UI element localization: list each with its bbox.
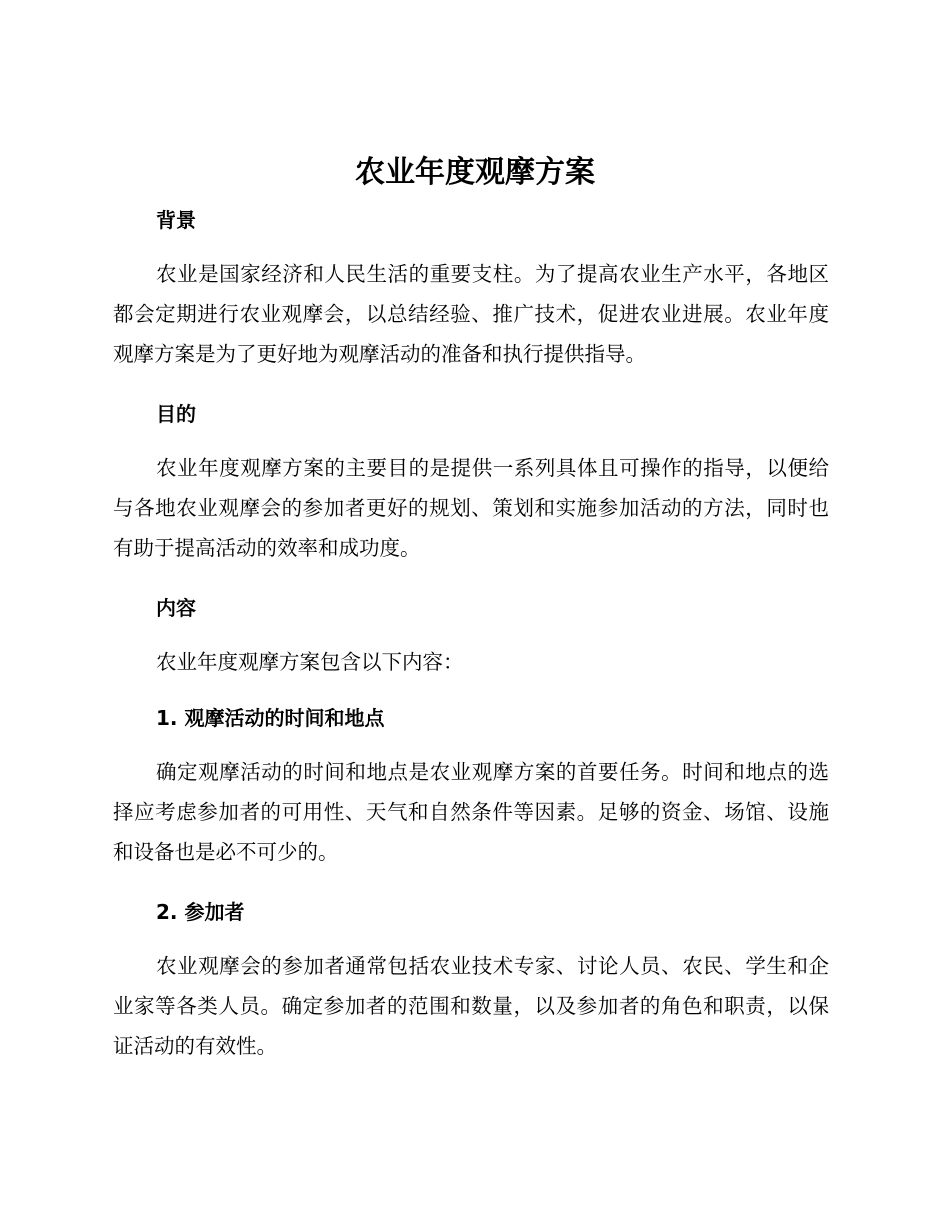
section-heading-background: 背景 bbox=[156, 208, 196, 232]
section-heading-participants: 2. 参加者 bbox=[156, 900, 245, 924]
section-body-purpose: 农业年度观摩方案的主要目的是提供一系列具体且可操作的指导，以便给与各地农业观摩会的参加者更好的规划、策划和实施参加活动的方法，同时也有助于提高活动的效率和成功度。 bbox=[113, 456, 829, 560]
section-heading-purpose: 目的 bbox=[156, 402, 196, 426]
section-body-participants: 农业观摩会的参加者通常包括农业技术专家、讨论人员、农民、学生和企业家等各类人员。确定参加者的范围和数量，以及参加者的角色和职责，以保证活动的有效性。 bbox=[113, 954, 829, 1058]
section-intro-content: 农业年度观摩方案包含以下内容： bbox=[156, 650, 464, 674]
section-heading-time-place: 1. 观摩活动的时间和地点 bbox=[156, 706, 385, 730]
document-title: 农业年度观摩方案 bbox=[355, 155, 595, 190]
section-heading-content: 内容 bbox=[156, 596, 196, 620]
section-body-time-place: 确定观摩活动的时间和地点是农业观摩方案的首要任务。时间和地点的选择应考虑参加者的可用性、天气和自然条件等因素。足够的资金、场馆、设施和设备也是必不可少的。 bbox=[113, 760, 829, 864]
section-body-background: 农业是国家经济和人民生活的重要支柱。为了提高农业生产水平，各地区都会定期进行农业观摩会，以总结经验、推广技术，促进农业进展。农业年度观摩方案是为了更好地为观摩活动的准备和执行提供指导。 bbox=[113, 262, 829, 366]
